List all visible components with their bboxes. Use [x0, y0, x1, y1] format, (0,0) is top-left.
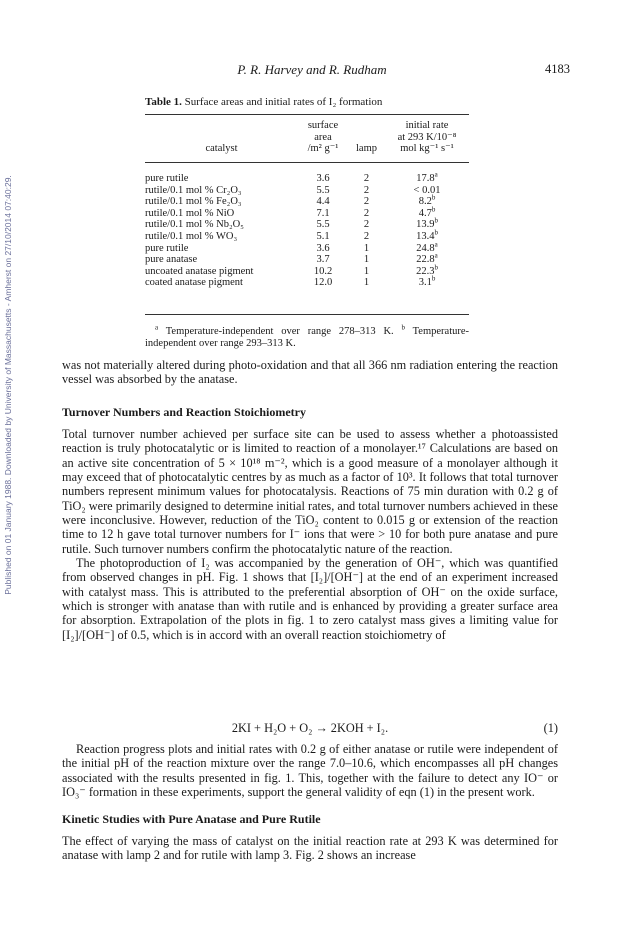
cell-initial-rate: 8.2$^b$: [418, 193, 436, 208]
footnote-marker: b: [434, 263, 438, 272]
paragraph-ph: Reaction progress plots and initial rates with 0.2 g of either anatase or rutile were independent of the initial pH of the reaction mixture over the range 7.0–10.6, which encompasses all pH changes associated with the results presented in fig. 1. This, together with the failure to detect any IO⁻ or IO₃⁻ formation in these experiments, support the general validity of eqn (1) in the present work.: [62, 742, 558, 800]
cell-surface-area: 3.7: [316, 254, 330, 266]
cell-initial-rate: 13.4$^b$: [416, 228, 438, 242]
download-notice: [0, 90, 16, 680]
table-row: [145, 266, 469, 278]
running-head-authors: P. R. Harvey and R. Rudham: [237, 62, 387, 77]
cell-catalyst: rutile/0.1 mol % Fe₂O₃: [145, 196, 242, 208]
footnote-marker: a: [434, 251, 438, 260]
cell-surface-area: 7.1: [316, 207, 330, 219]
cell-lamp: 2: [363, 196, 370, 208]
column-header-surface-area: surface area /m² g⁻¹: [307, 120, 339, 154]
cell-catalyst: pure rutile: [145, 173, 189, 184]
cell-initial-rate: < 0.01: [413, 184, 441, 196]
cell-lamp: 1: [363, 242, 370, 254]
cell-surface-area: 12.0: [313, 277, 333, 289]
table-row: [145, 243, 469, 255]
cell-catalyst: coated anatase pigment: [145, 277, 243, 289]
cell-lamp: 2: [363, 173, 370, 184]
footnote-marker: b: [431, 205, 436, 214]
section-heading-kinetics: Kinetic Studies with Pure Anatase and Pure Rutile: [62, 812, 321, 826]
download-notice-text: Published on 01 January 1988. Downloaded by University of Massachusetts - Amherst on 27/10/2014 07:40:29.: [3, 175, 13, 595]
paragraph-kinetics: The effect of varying the mass of catalyst on the initial reaction rate at 293 K was determined for anatase with lamp 2 and for rutile with lamp 3. Fig. 2 shows an increase: [62, 834, 558, 863]
equation-number: (1): [543, 721, 558, 735]
cell-catalyst: rutile/0.1 mol % Nb₂O₅: [145, 219, 244, 231]
cell-catalyst: uncoated anatase pigment: [145, 265, 254, 277]
table-top-rule: [145, 114, 469, 115]
footnote-marker: a: [434, 170, 438, 179]
table-row: [145, 277, 469, 289]
table-row: [145, 208, 469, 220]
cell-initial-rate: 24.8$^a$: [416, 240, 438, 254]
equation-1: [62, 721, 558, 736]
cell-initial-rate: 22.8$^a$: [416, 251, 438, 266]
paragraph-turnover: Total turnover number achieved per surface site can be used to assess whether a photoassisted reaction is truly photocatalytic or is limited to reaction of a monolayer.¹⁷ Calculations are based on an active site concentration of 5 × 10¹⁸ m⁻², which is a good measure of a monolayer although it may exceed that of photocatalytic centres by as much as a factor of 10³. It follows that total turnover numbers represent minimum values for photocatalysis. Reactions of 75 min duration with 0.2 g of TiO₂ were primarily designed to determine initial rates, and total turnover numbers achieved in these were inconclusive. However, reduction of the TiO₂ content to 0.015 g or extension of the reaction time to 12 h gave total turnover numbers for I⁻ ions that were > 10 for both pure anatase and pure rutile. Such turnover numbers confirm the photocatalytic nature of the reaction. The photoproduction of I₂ was accompanied by the generation of OH⁻, which was quantified from observed changes in pH. Fig. 1 shows that [I₂]/[OH⁻] at the end of an experiment increased with catalyst mass. This is attributed to the preferential absorption of OH⁻ on the oxide surface, which is stronger with anatase than with rutile and is enhanced by providing a greater surface area for absorption. Extrapolation of the plots in fig. 1 to zero catalyst mass gives a limiting value for [I₂]/[OH⁻] of 0.5, which is in accord with an overall reaction stoichiometry of: [62, 427, 558, 642]
cell-lamp: 2: [363, 219, 370, 231]
cell-lamp: 1: [363, 265, 370, 277]
cell-surface-area: 4.4: [316, 196, 330, 208]
table-row: [145, 185, 469, 197]
cell-initial-rate: 4.7$^b$: [418, 205, 436, 219]
cell-catalyst: rutile/0.1 mol % NiO: [145, 207, 235, 219]
column-header-initial-rate: initial rate at 293 K/10⁻⁸ mol kg⁻¹ s⁻¹: [397, 120, 457, 154]
cell-initial-rate: 3.1$^b$: [418, 274, 436, 289]
cell-lamp: 2: [363, 184, 370, 196]
running-head: [0, 62, 624, 78]
cell-catalyst: rutile/0.1 mol % Cr₂O₃: [145, 184, 242, 196]
table-caption-label: Table 1.: [145, 96, 182, 108]
cell-initial-rate: 17.8$^a$: [416, 170, 438, 184]
cell-lamp: 2: [363, 230, 370, 242]
paragraph-stoichiometry: The photoproduction of I₂ was accompanied by the generation of OH⁻, which was quantified from observed changes in pH. Fig. 1 shows that [I₂]/[OH⁻] at the end of an experiment increased with catalyst mass. This is attributed to the preferential absorption of OH⁻ on the oxide surface, which is stronger with anatase than with rutile and is enhanced by providing a greater surface area for absorption. Extrapolation of the plots in fig. 1 to zero catalyst mass gives a limiting value for [I₂]/[OH⁻] of 0.5, which is in accord with an overall reaction stoichiometry of: [62, 556, 558, 642]
table-header: [145, 120, 469, 155]
table-row: [145, 254, 469, 266]
section-heading-turnover: Turnover Numbers and Reaction Stoichiometry: [62, 405, 306, 419]
cell-catalyst: rutile/0.1 mol % WO₃: [145, 230, 238, 242]
cell-catalyst: pure rutile: [145, 242, 189, 254]
cell-lamp: 2: [363, 207, 370, 219]
cell-surface-area: 5.5: [316, 219, 330, 231]
cell-lamp: 1: [363, 254, 370, 266]
column-header-lamp: lamp: [356, 143, 377, 154]
footnote-marker: b: [434, 228, 438, 237]
cell-lamp: 1: [363, 277, 370, 289]
table-row: [145, 231, 469, 243]
cell-surface-area: 5.1: [316, 230, 330, 242]
table-row: [145, 173, 469, 185]
cell-catalyst: pure anatase: [145, 254, 198, 266]
footnote-marker: b: [431, 193, 436, 202]
column-header-catalyst: catalyst: [205, 143, 238, 154]
table-row: [145, 219, 469, 231]
cell-initial-rate: 22.3$^b$: [416, 263, 438, 277]
footnote-a: Temperature-independent over range 278–313 K.: [165, 326, 394, 337]
page-number: 4183: [545, 62, 570, 76]
table-row: [145, 196, 469, 208]
table-bottom-rule: [145, 314, 469, 315]
footnote-marker: a: [434, 240, 438, 249]
cell-initial-rate: 13.9$^b$: [416, 216, 438, 231]
equation-expression: 2KI + H₂O + O₂ → 2KOH + I₂.: [231, 721, 389, 735]
cell-surface-area: 3.6: [316, 242, 330, 254]
table-footnotes: $^a$ Temperature-independent over range 278–313 K. $^b$ Temperature-independent over range 293–313 K.: [145, 323, 470, 349]
footnote-b: Temperature-independent over range 293–313 K.: [145, 326, 470, 349]
cell-surface-area: 3.6: [316, 173, 330, 184]
table-body: [145, 170, 469, 289]
table-header-rule: [145, 162, 469, 163]
table-caption-text: Surface areas and initial rates of I₂ formation: [184, 96, 383, 108]
cell-surface-area: 5.5: [316, 184, 330, 196]
table-caption: [145, 96, 475, 108]
cell-surface-area: 10.2: [313, 265, 333, 277]
footnote-marker: b: [434, 216, 438, 225]
paragraph-intro: was not materially altered during photo-oxidation and that all 366 nm radiation entering the reaction vessel was absorbed by the anatase.: [62, 358, 558, 387]
footnote-marker: b: [431, 274, 436, 283]
